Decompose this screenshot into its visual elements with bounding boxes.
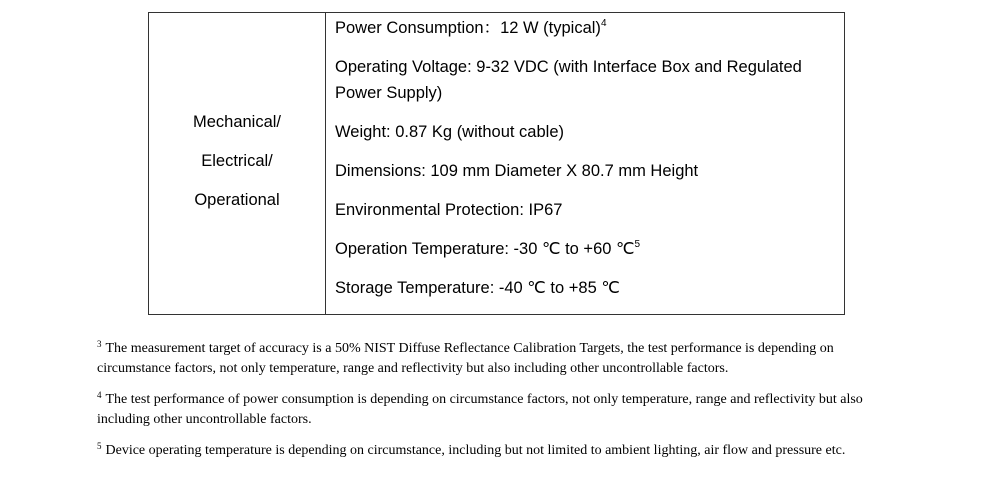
category-line: Operational [194,191,280,209]
footnote-text: The test performance of power consumption is depending on circumstance factors, not only temperature, range and reflectivity but also including other uncontrollable factors. [97,392,863,427]
category-line: Electrical/ [201,152,273,170]
spec-cell [326,13,844,314]
spec-table [148,12,845,315]
spec-environmental-protection [335,197,838,223]
footnote-3 [97,339,897,378]
spec-text: Weight: 0.87 Kg (without cable) [335,123,564,141]
footnote-ref: 5 [634,238,641,250]
spec-operating-voltage [335,54,838,106]
spec-operation-temperature [335,236,838,262]
footnote-text: The measurement target of accuracy is a 50% NIST Diffuse Reflectance Calibration Targets, the test performance is depending on circumstance factors, not only temperature, range and reflectivity but also including other uncontrollable factors. [97,341,834,376]
spec-power-consumption [335,15,838,41]
footnote-ref: 4 [600,17,607,29]
spec-text: Power Consumption：12 W (typical) [335,19,601,37]
spec-text: Storage Temperature: -40 ℃ to +85 ℃ [335,279,620,297]
category-line: Mechanical/ [192,113,282,131]
footnote-mark: 5 [97,441,102,451]
footnote-text: Device operating temperature is depending on circumstance, including but not limited to ambient lighting, air flow and pressure etc. [105,443,846,458]
spec-text: Operating Voltage: 9-32 VDC (with Interface Box and Regulated Power Supply) [335,58,802,102]
footnotes [97,339,897,473]
spec-text: Environmental Protection: IP67 [335,201,563,219]
footnote-mark: 3 [97,339,102,349]
spec-text: Operation Temperature: -30 ℃ to +60 ℃ [335,240,635,258]
spec-text: Dimensions: 109 mm Diameter X 80.7 mm Height [335,162,699,180]
footnote-5 [97,441,897,461]
footnote-4 [97,390,897,429]
category-cell [149,13,326,314]
spec-weight [335,119,838,145]
spec-storage-temperature [335,275,838,301]
spec-dimensions [335,158,838,184]
footnote-mark: 4 [97,390,102,400]
